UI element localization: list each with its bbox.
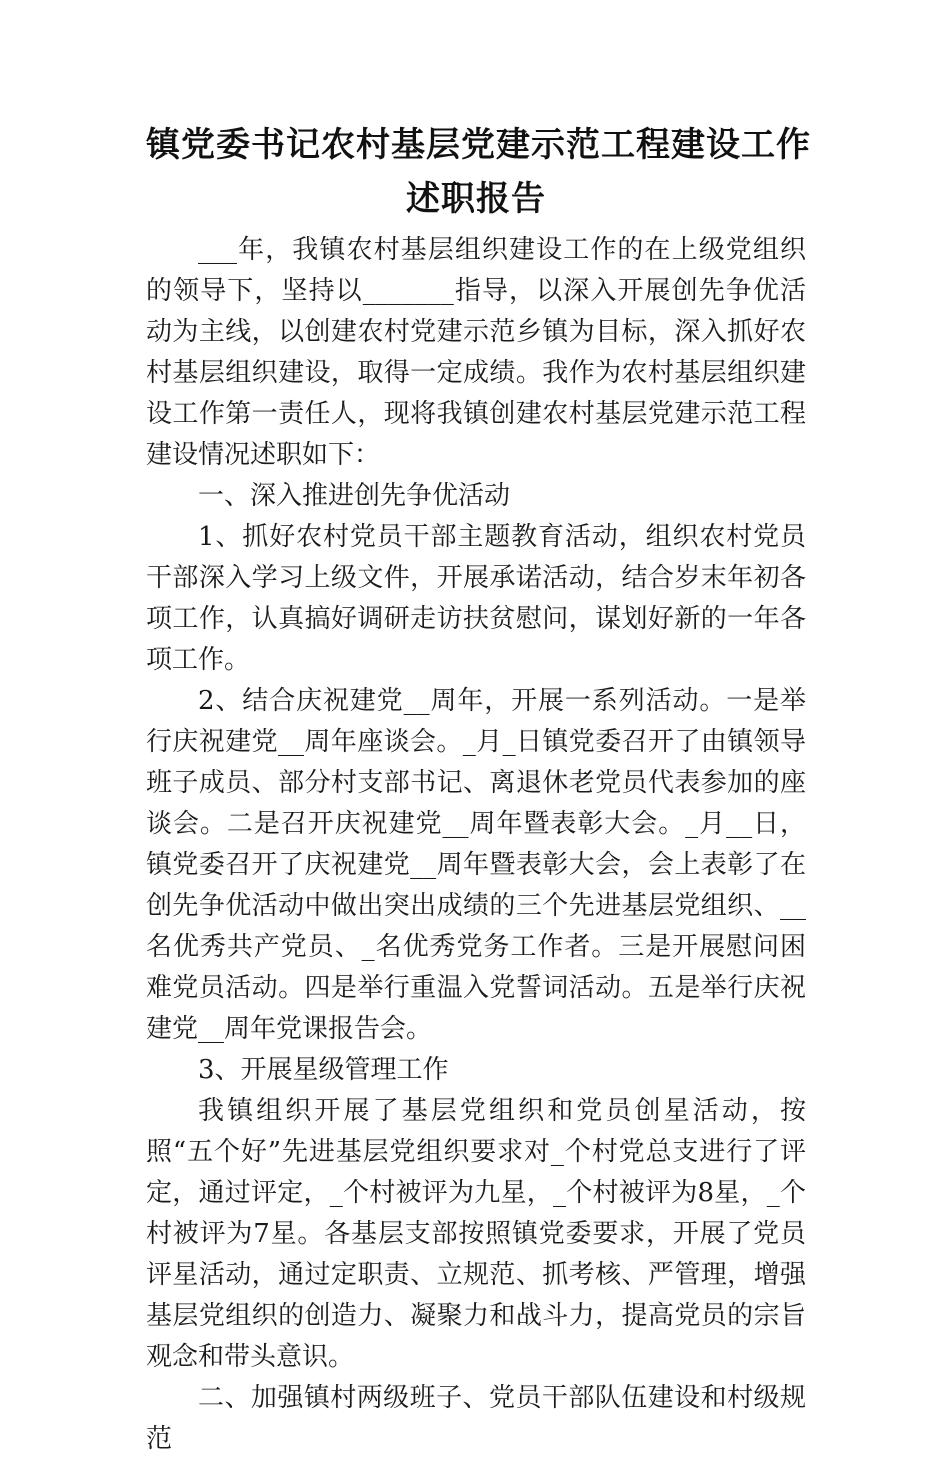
title-line-1: 镇党委书记农村基层党建示范工程建设工作 (146, 125, 811, 165)
document-body (146, 118, 811, 1460)
paragraph-item-1: 1、抓好农村党员干部主题教育活动，组织农村党员干部深入学习上级文件，开展承诺活动，结合岁末年初各项工作，认真搞好调研走访扶贫慰问，谋划好新的一年各项工作。 (146, 522, 806, 675)
subheading-item-3: 3、开展星级管理工作 (198, 1055, 449, 1085)
paragraph-star-management: 我镇组织开展了基层党组织和党员创星活动，按照“五个好”先进基层党组织要求对_个村党总支进行了评定，通过评定，_个村被评为九星，_个村被评为8星，_个村被评为7星。各基层支部按照镇党委要求，开展了党员评星活动，通过定职责、立规范、抓考核、严管理，增强基层党组织的创造力、凝聚力和战斗力，提高党员的宗旨观念和带头意识。 (146, 1096, 806, 1372)
section-heading-1: 一、深入推进创先争优活动 (198, 481, 511, 511)
section-heading-2: 二、加强镇村两级班子、党员干部队伍建设和村级规范 (146, 1383, 806, 1454)
paragraph-intro: ___年，我镇农村基层组织建设工作的在上级党组织的领导下，坚持以_______指导，以深入开展创先争优活动为主线，以创建农村党建示范乡镇为目标，深入抓好农村基层组织建设，取得一定成绩。我作为农村基层组织建设工作第一责任人，现将我镇创建农村基层党建示范工程建设情况述职如下： (146, 235, 806, 470)
paragraph-item-2: 2、结合庆祝建党__周年，开展一系列活动。一是举行庆祝建党__周年座谈会。_月_日镇党委召开了由镇领导班子成员、部分村支部书记、离退休老党员代表参加的座谈会。二是召开庆祝建党__周年暨表彰大会。_月__日，镇党委召开了庆祝建党__周年暨表彰大会，会上表彰了在创先争优活动中做出突出成绩的三个先进基层党组织、__名优秀共产党员、_名优秀党务工作者。三是开展慰问困难党员活动。四是举行重温入党誓词活动。五是举行庆祝建党__周年党课报告会。 (146, 686, 806, 1044)
document-title (146, 118, 811, 226)
report-text (146, 230, 806, 1460)
title-line-2: 述职报告 (406, 179, 546, 219)
